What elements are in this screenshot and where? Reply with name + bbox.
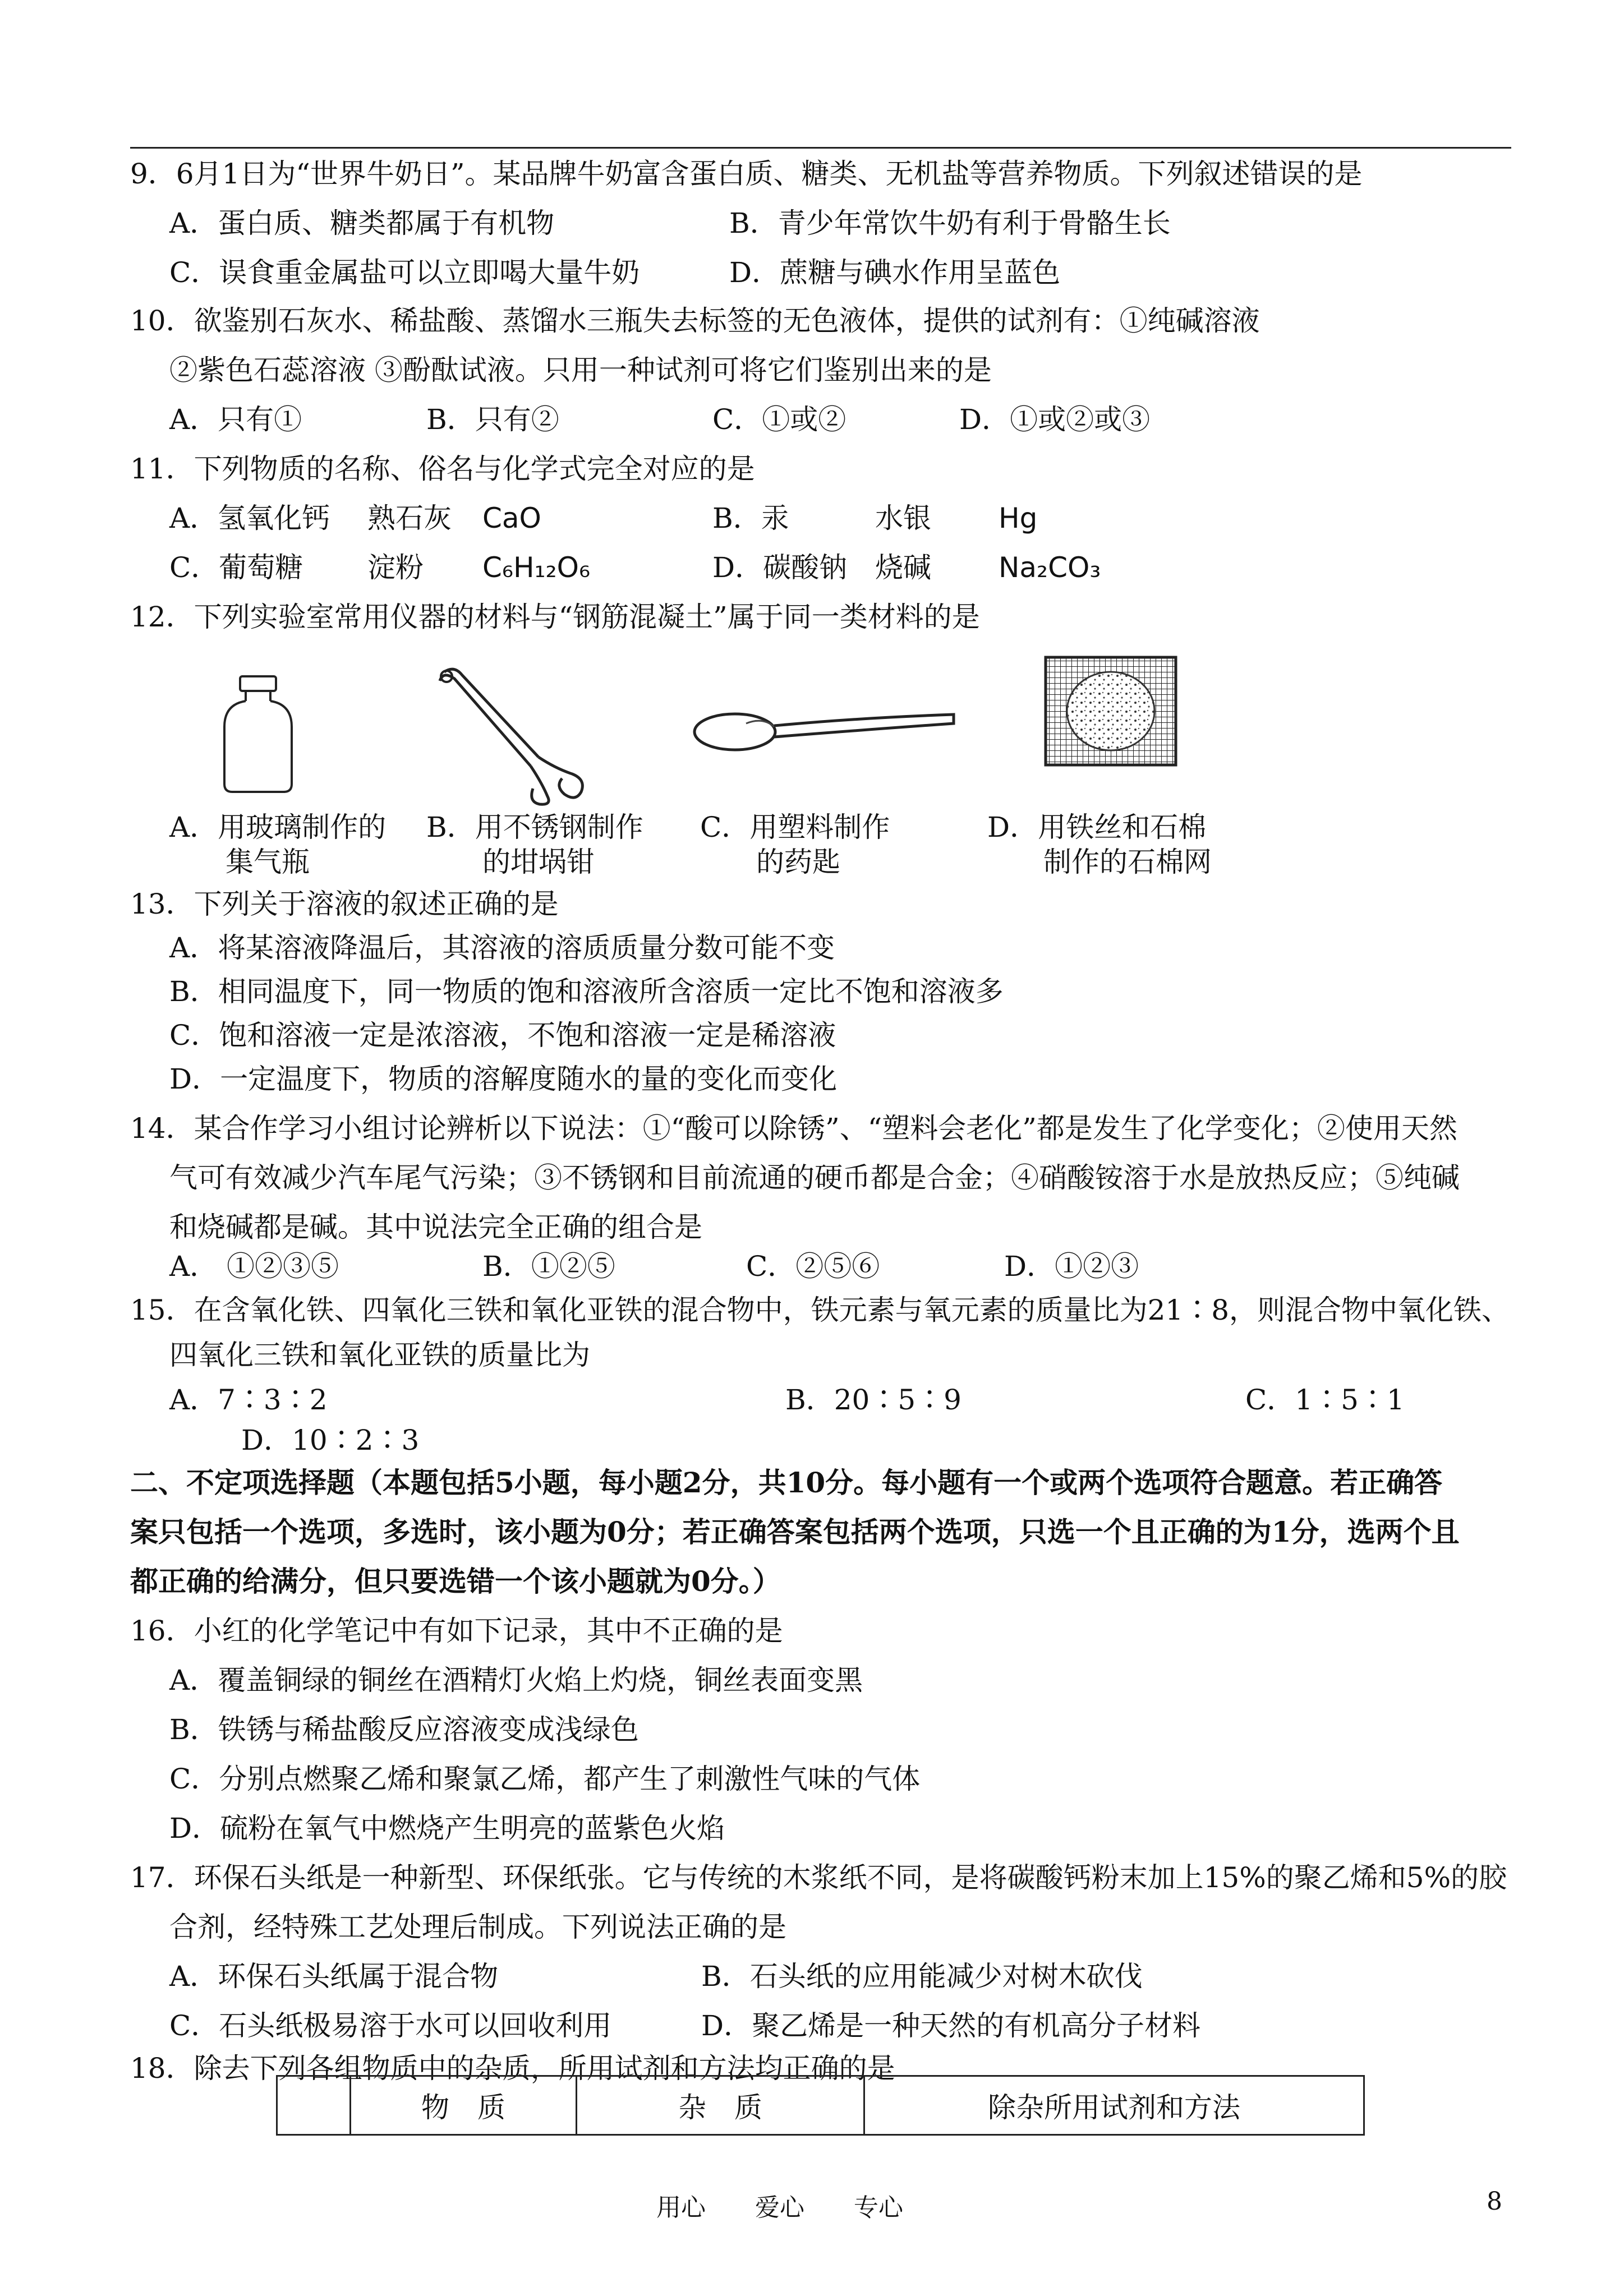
q17-option-a: A．环保石头纸属于混合物 bbox=[169, 1960, 499, 1993]
q17-option-d: D．聚乙烯是一种天然的有机高分子材料 bbox=[701, 2009, 1201, 2042]
q12-option-a-line1: A．用玻璃制作的 bbox=[169, 811, 387, 843]
q11-option-d-name: D．碳酸钠 bbox=[712, 551, 848, 584]
table-header-impurity: 杂 质 bbox=[577, 2076, 864, 2135]
q17-stem-2: 合剂，经特殊工艺处理后制成。下列说法正确的是 bbox=[169, 1911, 786, 1943]
q10-option-c: C．①或② bbox=[712, 403, 846, 436]
q9-stem: 9．6月1日为“世界牛奶日”。某品牌牛奶富含蛋白质、糖类、无机盐等营养物质。下列叙述错误的是 bbox=[130, 158, 1363, 190]
section-2-instructions-3: 都正确的给满分，但只要选错一个该小题就为0分。） bbox=[130, 1565, 781, 1598]
q10-stem-2: ②紫色石蕊溶液 ③酚酞试液。只用一种试剂可将它们鉴别出来的是 bbox=[169, 354, 992, 386]
q10-option-b: B．只有② bbox=[426, 403, 559, 436]
q13-option-b: B．相同温度下，同一物质的饱和溶液所含溶质一定比不饱和溶液多 bbox=[169, 975, 1004, 1008]
table-header-index bbox=[277, 2076, 351, 2135]
q11-option-b-formula: Hg bbox=[999, 502, 1038, 534]
q11-option-c-name: C．葡萄糖 bbox=[169, 551, 303, 584]
q18-stem: 18．除去下列各组物质中的杂质，所用试剂和方法均正确的是 bbox=[130, 2052, 895, 2085]
q15-option-a: A．7∶3∶2 bbox=[169, 1384, 328, 1416]
q16-option-b: B．铁锈与稀盐酸反应溶液变成浅绿色 bbox=[169, 1713, 639, 1746]
q12-option-c bbox=[700, 810, 890, 879]
q12-option-a-line2: 集气瓶 bbox=[226, 846, 310, 878]
q14-option-c: C．②⑤⑥ bbox=[746, 1250, 880, 1283]
q13-stem: 13．下列关于溶液的叙述正确的是 bbox=[130, 888, 559, 920]
q10-option-a: A．只有① bbox=[169, 403, 302, 436]
q12-option-c-line2: 的药匙 bbox=[756, 846, 840, 878]
q9-option-a: A．蛋白质、糖类都属于有机物 bbox=[169, 207, 555, 239]
q14-stem-3: 和烧碱都是碱。其中说法完全正确的组合是 bbox=[169, 1211, 702, 1243]
q15-option-b: B．20∶5∶9 bbox=[785, 1384, 961, 1416]
q16-option-d: D．硫粉在氧气中燃烧产生明亮的蓝紫色火焰 bbox=[169, 1812, 725, 1845]
q12-option-d-line1: D．用铁丝和石棉 bbox=[987, 811, 1207, 843]
q10-option-d: D．①或②或③ bbox=[959, 403, 1151, 436]
q12-option-d-line2: 制作的石棉网 bbox=[1043, 846, 1212, 878]
section-2-instructions-2: 案只包括一个选项，多选时，该小题为0分；若正确答案包括两个选项，只选一个且正确的为1分，选两个且 bbox=[130, 1515, 1460, 1548]
asbestos-wire-gauze-icon bbox=[1043, 655, 1178, 767]
q16-stem: 16．小红的化学笔记中有如下记录，其中不正确的是 bbox=[130, 1615, 783, 1647]
q11-option-a-name: A．氢氧化钙 bbox=[169, 502, 330, 534]
q16-option-c: C．分别点燃聚乙烯和聚氯乙烯，都产生了刺激性气味的气体 bbox=[169, 1763, 921, 1795]
q9-option-c: C．误食重金属盐可以立即喝大量牛奶 bbox=[169, 256, 640, 289]
q14-option-a: A． ①②③⑤ bbox=[169, 1250, 339, 1283]
header-rule bbox=[130, 147, 1511, 149]
gas-collecting-bottle-icon bbox=[219, 673, 297, 796]
q12-option-a bbox=[169, 810, 386, 879]
q14-option-d: D．①②③ bbox=[1004, 1250, 1139, 1283]
q11-option-b-common: 水银 bbox=[875, 502, 931, 534]
table-header-substance: 物 质 bbox=[351, 2076, 577, 2135]
q14-stem-2: 气可有效减少汽车尾气污染；③不锈钢和目前流通的硬币都是合金；④硝酸铵溶于水是放热反应；⑤纯碱 bbox=[169, 1161, 1460, 1194]
q13-option-a: A．将某溶液降温后，其溶液的溶质质量分数可能不变 bbox=[169, 932, 835, 964]
q12-stem: 12．下列实验室常用仪器的材料与“钢筋混凝土”属于同一类材料的是 bbox=[130, 601, 980, 633]
q16-option-a: A．覆盖铜绿的铜丝在酒精灯火焰上灼烧，铜丝表面变黑 bbox=[169, 1664, 863, 1696]
footer-motto: 用心 爱心 专心 bbox=[656, 2193, 903, 2222]
q9-option-b: B．青少年常饮牛奶有利于骨骼生长 bbox=[729, 207, 1171, 239]
q9-option-d: D．蔗糖与碘水作用呈蓝色 bbox=[729, 256, 1061, 289]
q11-option-c-common: 淀粉 bbox=[367, 551, 424, 584]
section-2-instructions-1: 二、不定项选择题（本题包括5小题，每小题2分，共10分。每小题有一个或两个选项符合题意。若正确答 bbox=[130, 1466, 1443, 1499]
q12-option-b-line2: 的坩埚钳 bbox=[482, 846, 595, 878]
table-header-row bbox=[277, 2076, 1364, 2135]
q11-option-b-name: B．汞 bbox=[712, 502, 789, 534]
q14-option-b: B．①②⑤ bbox=[482, 1250, 615, 1283]
q12-option-b-line1: B．用不锈钢制作 bbox=[426, 811, 643, 843]
q13-option-c: C．饱和溶液一定是浓溶液，不饱和溶液一定是稀溶液 bbox=[169, 1019, 836, 1052]
q15-stem-1: 15．在含氧化铁、四氧化三铁和氧化亚铁的混合物中，铁元素与氧元素的质量比为21∶8，则混合物中氧化铁、 bbox=[130, 1294, 1510, 1326]
q15-stem-2: 四氧化三铁和氧化亚铁的质量比为 bbox=[169, 1339, 590, 1371]
q11-stem: 11．下列物质的名称、俗名与化学式完全对应的是 bbox=[130, 453, 755, 485]
q17-option-b: B．石头纸的应用能减少对树木砍伐 bbox=[701, 1960, 1143, 1993]
q11-option-d-common: 烧碱 bbox=[875, 551, 931, 584]
crucible-tongs-icon bbox=[432, 662, 600, 808]
medicine-spoon-icon bbox=[690, 701, 959, 763]
q12-option-c-line1: C．用塑料制作 bbox=[700, 811, 890, 843]
q11-option-a-formula: CaO bbox=[482, 502, 541, 534]
table-header-method: 除杂所用试剂和方法 bbox=[864, 2076, 1364, 2135]
q11-option-d-formula: Na₂CO₃ bbox=[999, 551, 1101, 584]
q11-option-c-formula: C₆H₁₂O₆ bbox=[482, 551, 591, 584]
q12-option-d bbox=[987, 810, 1212, 879]
q17-stem-1: 17．环保石头纸是一种新型、环保纸张。它与传统的木浆纸不同，是将碳酸钙粉末加上15%的聚乙烯和5%的胶 bbox=[130, 1861, 1507, 1894]
q15-option-c: C．1∶5∶1 bbox=[1245, 1384, 1405, 1416]
q14-stem-1: 14．某合作学习小组讨论辨析以下说法：①“酸可以除锈”、“塑料会老化”都是发生了化学变化；②使用天然 bbox=[130, 1112, 1457, 1145]
q18-table bbox=[276, 2075, 1365, 2136]
q15-option-d: D．10∶2∶3 bbox=[241, 1424, 420, 1456]
page-number: 8 bbox=[1487, 2187, 1502, 2216]
q12-option-b bbox=[426, 810, 643, 879]
q10-stem-1: 10．欲鉴别石灰水、稀盐酸、蒸馏水三瓶失去标签的无色液体，提供的试剂有：①纯碱溶液 bbox=[130, 305, 1260, 337]
q13-option-d: D．一定温度下，物质的溶解度随水的量的变化而变化 bbox=[169, 1063, 838, 1095]
q11-option-a-common: 熟石灰 bbox=[367, 502, 452, 534]
q17-option-c: C．石头纸极易溶于水可以回收利用 bbox=[169, 2009, 612, 2042]
